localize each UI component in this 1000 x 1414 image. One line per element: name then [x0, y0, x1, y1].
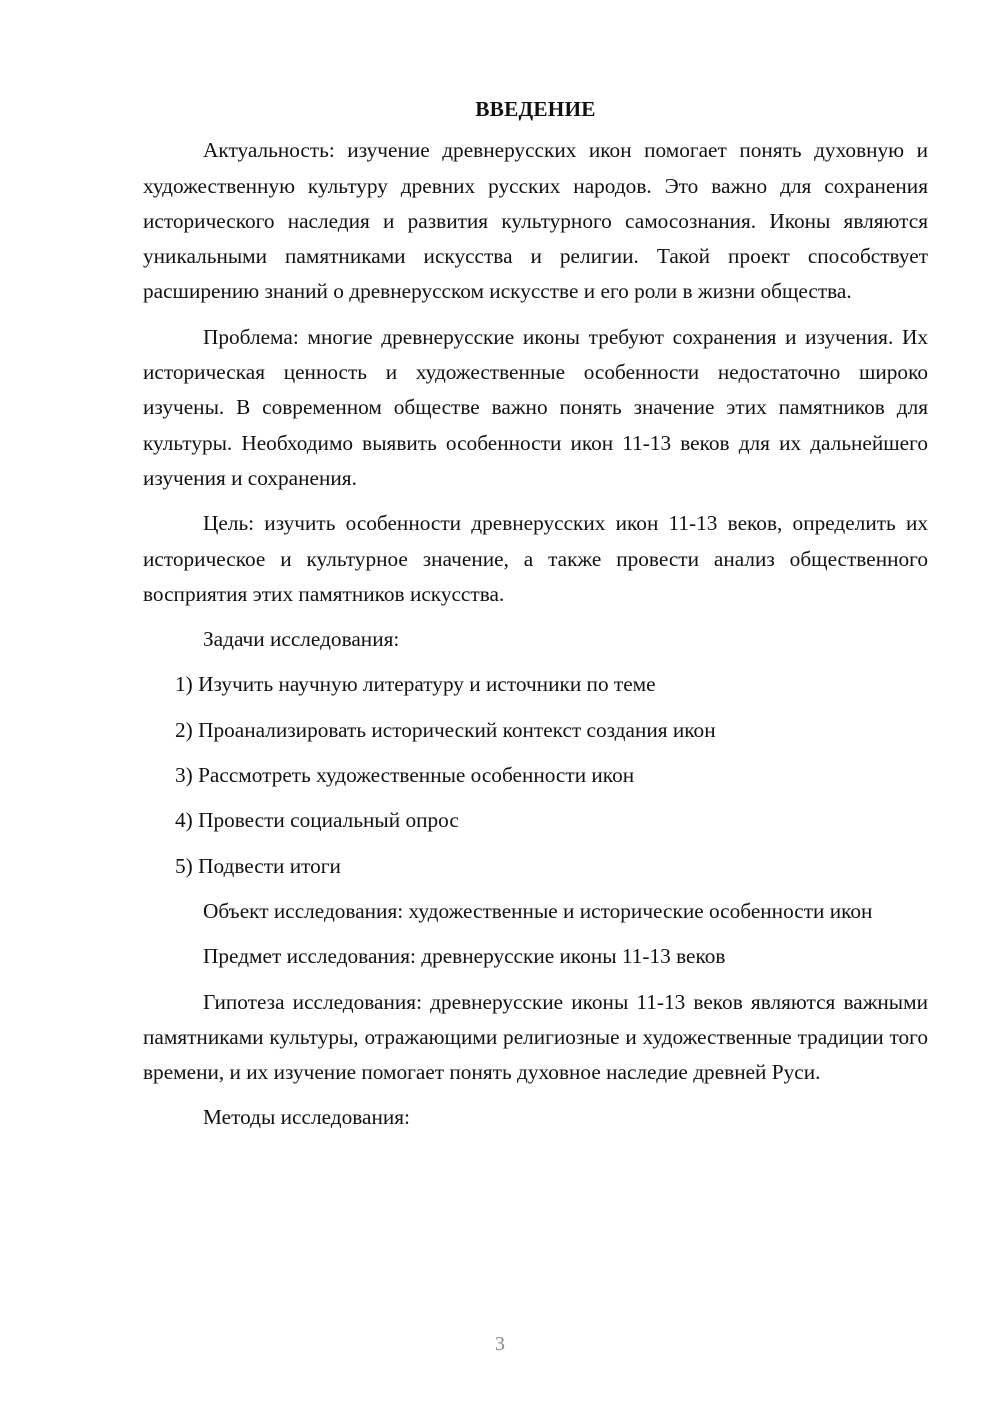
task-item [175, 713, 928, 748]
task-number: 1) [175, 672, 193, 697]
task-number: 2) [175, 717, 193, 742]
tasks-heading: Задачи исследования: [203, 627, 400, 652]
task-text: Провести социальный опрос [198, 808, 459, 833]
paragraph-hypothesis: Гипотеза исследования: древнерусские иконы 11-13 веков являются важными памятниками культуры, отражающими религиозные и художественные традиции того времени, и их изучение помогает понять духовное наследие древней Руси. [143, 989, 928, 1085]
task-text: Изучить научную литературу и источники по теме [198, 672, 656, 697]
task-text: Рассмотреть художественные особенности икон [198, 763, 635, 788]
paragraph-goal: Цель: изучить особенности древнерусских икон 11-13 веков, определить их историческое и культурное значение, а также провести анализ общественного восприятия этих памятников искусства. [143, 511, 928, 606]
methods-heading: Методы исследования: [203, 1105, 410, 1130]
tasks-list [143, 667, 928, 883]
paragraph-subject: Предмет исследования: древнерусские иконы 11-13 веков [203, 944, 726, 969]
task-number: 5) [175, 853, 193, 878]
section-title: ВВЕДЕНИЕ [475, 97, 596, 121]
task-item [175, 667, 928, 702]
task-item [175, 849, 928, 884]
task-text: Проанализировать исторический контекст создания икон [198, 717, 716, 742]
paragraph-object: Объект исследования: художественные и исторические особенности икон [203, 898, 873, 923]
task-text: Подвести итоги [198, 853, 341, 878]
task-number: 4) [175, 808, 193, 833]
paragraph-relevance: Актуальность: изучение древнерусских икон помогает понять духовную и художественную культуру древних русских народов. Это важно для сохранения исторического наследия и развития культурного самосознания. Иконы являются уникальными памятниками искусства и религии. Такой проект способствует расширению знаний о древнерусском искусстве и его роли в жизни общества. [143, 138, 928, 304]
task-item [175, 803, 928, 838]
document-page [143, 92, 928, 1146]
paragraph-problem: Проблема: многие древнерусские иконы требуют сохранения и изучения. Их историческая ценность и художественные особенности недостаточно широко изучены. В современном обществе важно понять значение этих памятников для культуры. Необходимо выявить особенности икон 11-13 веков для их дальнейшего изучения и сохранения. [143, 324, 928, 490]
page-number: 3 [495, 1333, 505, 1355]
task-item [175, 758, 928, 793]
task-number: 3) [175, 763, 193, 788]
